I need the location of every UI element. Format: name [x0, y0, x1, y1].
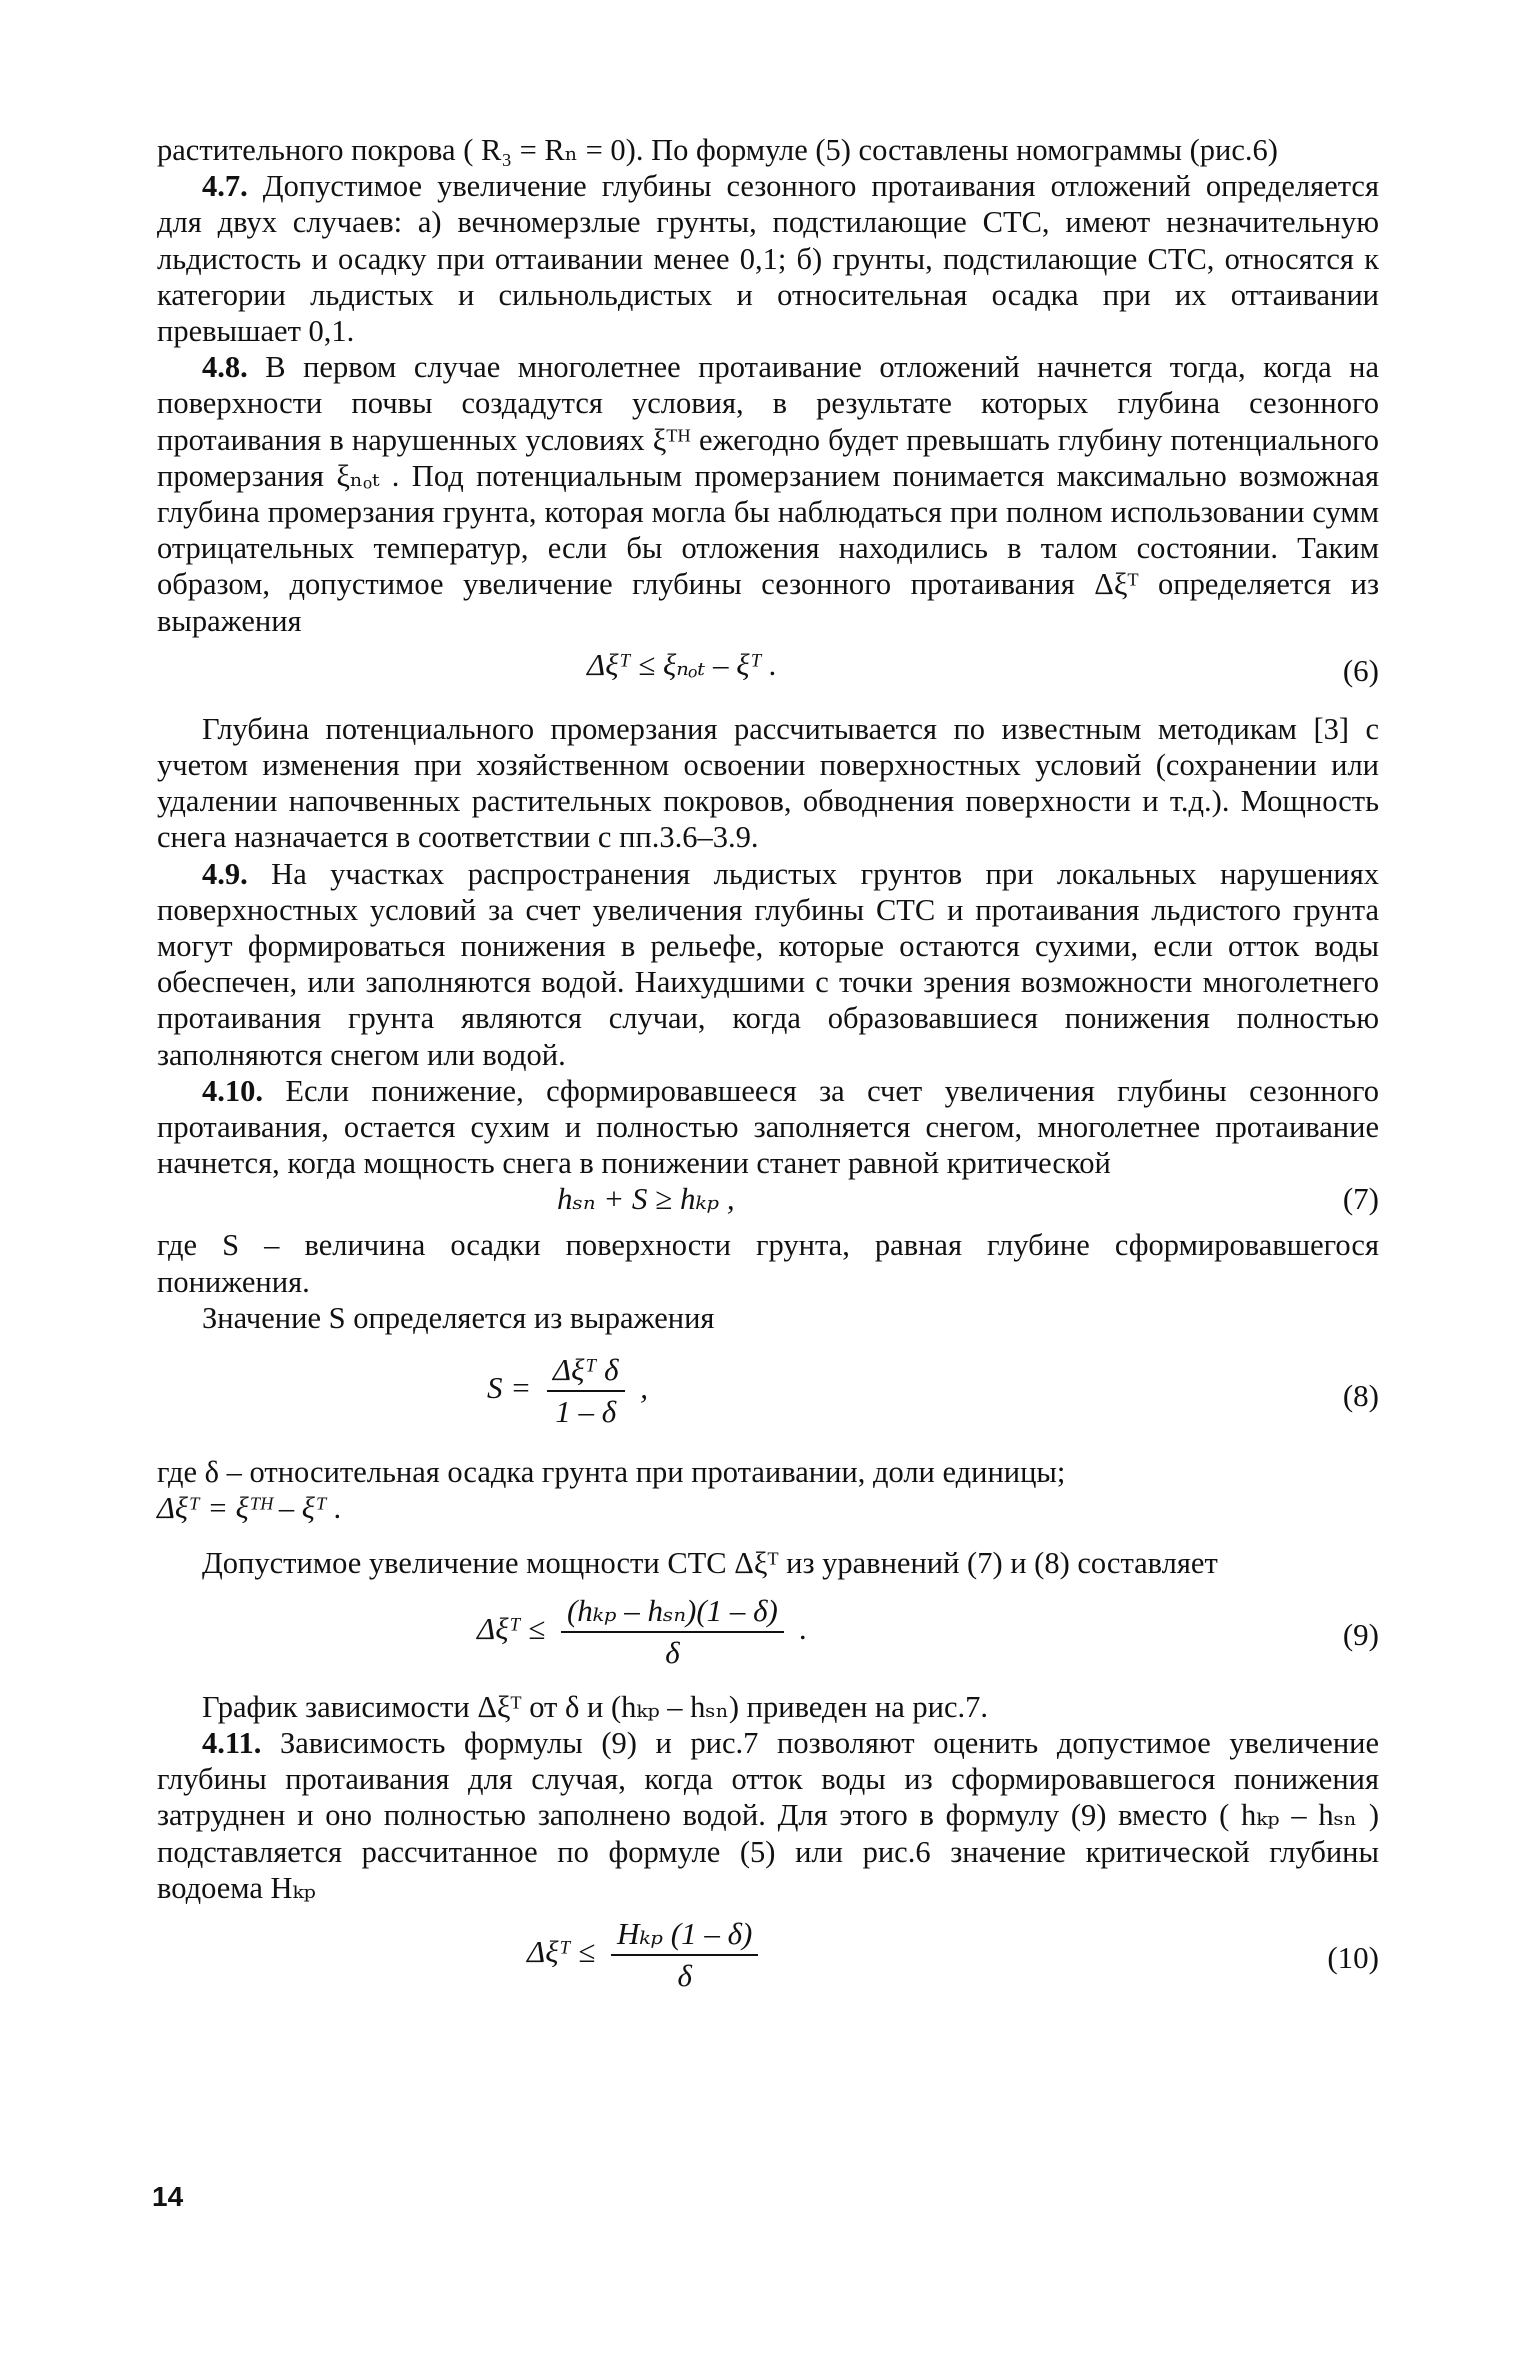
equation-10: [157, 1906, 1379, 2016]
paragraph-4-9: [157, 856, 1379, 1073]
paragraph-4-8-text: В первом случае многолетнее протаивание отложений начнется тогда, когда на поверхности почвы создадутся условия, в результате которых глубина сезонного протаивания в нарушенных условиях ξᵀᴴ ежегодно будет превышать глубину потенциального промерзания ξₙₒₜ . Под потенциальным промерзанием понимается максимально возможная глубина промерзания грунта, которая могла бы наблюдаться при полном использовании сумм отрицательных температур, если бы отложения находились в талом состоянии. Таким образом, допустимое увеличение глубины сезонного протаивания Δξᵀ определяется из выражения: [157, 350, 1380, 638]
equation-10-numerator: Hₖₚ (1 – δ): [611, 1916, 758, 1956]
paragraph-where-delta: где δ – относительная осадка грунта при протаивании, доли единицы;: [157, 1455, 1066, 1490]
paragraph-4-9-text: На участках распространения льдистых грунтов при локальных нарушениях поверхностных условий за счет увеличения глубины СТС и протаивания льдистого грунта могут формироваться понижения в рельефе, которые остаются сухими, если отток воды обеспечен, или заполняются водой. Наихудшими с точки зрения возможности многолетнего протаивания грунта являются случаи, когда образовавшиеся понижения полностью заполняются снегом или водой.: [157, 856, 1379, 1072]
paragraph-4-7: [157, 168, 1379, 349]
equation-7-expression: hₛₙ + S ≥ hₖₚ ,: [557, 1181, 735, 1217]
equation-8-lhs: S =: [487, 1370, 532, 1406]
equation-9-numerator: (hₖₚ – hₛₙ)(1 – δ): [561, 1593, 784, 1633]
equation-8-fraction: [547, 1352, 625, 1430]
equation-6-number: (6): [1342, 652, 1379, 688]
equation-10-fraction: [611, 1916, 758, 1994]
equation-9-fraction: [561, 1593, 784, 1671]
equation-9-number: (9): [1342, 1616, 1379, 1652]
equation-8-tail: ,: [640, 1370, 649, 1406]
paragraph-4-11: [157, 1725, 1379, 1906]
paragraph-delta-definition: Δξᵀ = ξᵀᴴ – ξᵀ .: [157, 1491, 342, 1526]
equation-9-tail: .: [799, 1610, 808, 1646]
equation-8-numerator: Δξᵀ δ: [547, 1352, 625, 1392]
paragraph-allowable-increase: Допустимое увеличение мощности СТС Δξᵀ из уравнений (7) и (8) составляет: [202, 1545, 1218, 1580]
section-number-4-9: 4.9.: [202, 856, 248, 891]
paragraph-4-10-text: Если понижение, сформировавшееся за счет увеличения глубины сезонного протаивания, остается сухим и полностью заполняется снегом, многолетнее протаивание начнется, когда мощность снега в понижении станет равной критической: [157, 1073, 1380, 1181]
equation-10-denominator: δ: [677, 1957, 692, 1993]
equation-7: [157, 1181, 1379, 1227]
equation-10-number: (10): [1327, 1939, 1379, 1975]
paragraph-4-10: [157, 1073, 1379, 1182]
paragraph-potential-freezing: Глубина потенциального промерзания рассчитывается по известным методикам [3] с учетом изменения при хозяйственном освоении поверхностных условий (сохранении или удалении напочвенных растительных покровов, обводнения поверхности и т.д.). Мощность снега назначается в соответствии с пп.3.6–3.9.: [157, 711, 1379, 855]
paragraph-where-s: где S – величина осадки поверхности грунта, равная глубине сформировавшегося понижения.: [157, 1228, 1379, 1299]
section-number-4-7: 4.7.: [202, 169, 248, 204]
equation-8-denominator: 1 – δ: [555, 1394, 617, 1430]
section-number-4-10: 4.10.: [202, 1073, 263, 1108]
paragraph-4-8: [157, 349, 1379, 639]
equation-6: [157, 639, 1379, 711]
equation-7-number: (7): [1342, 1181, 1379, 1217]
equation-8: [157, 1336, 1379, 1454]
paragraph-4-11-text: Зависимость формулы (9) и рис.7 позволяют оценить допустимое увеличение глубины протаивания для случая, когда отток воды из сформировавшегося понижения затруднен и оно полностью заполнено водой. Для этого в формулу (9) вместо ( hₖₚ – hₛₙ ) подставляется рассчитанное по формуле (5) или рис.6 значение критической глубины водоема Hₖₚ: [157, 1725, 1380, 1905]
equation-9-lhs: Δξᵀ ≤: [477, 1610, 546, 1646]
page-number: 14: [152, 2181, 184, 2212]
equation-9-denominator: δ: [665, 1634, 680, 1670]
equation-10-lhs: Δξᵀ ≤: [527, 1934, 596, 1970]
paragraph-intro: растительного покрова ( R₃ = Rₙ = 0). По формуле (5) составлены номограммы (рис.6): [157, 133, 1278, 167]
equation-8-number: (8): [1342, 1378, 1379, 1414]
paragraph-4-7-text: Допустимое увеличение глубины сезонного протаивания отложений определяется для двух случаев: а) вечномерзлые грунты, подстилающие СТС, имеют незначительную льдистость и осадку при оттаивании менее 0,1; б) грунты, подстилающие СТС, относятся к категории льдистых и сильнольдистых и относительная осадка при их оттаивании превышает 0,1.: [157, 169, 1380, 349]
equation-6-expression: Δξᵀ ≤ ξₙₒₜ – ξᵀ .: [587, 646, 778, 682]
document-body: [157, 132, 1379, 2016]
section-number-4-11: 4.11.: [202, 1725, 262, 1760]
paragraph-s-value: Значение S определяется из выражения: [202, 1300, 715, 1335]
paragraph-graph: График зависимости Δξᵀ от δ и (hₖₚ – hₛₙ) приведен на рис.7.: [202, 1689, 989, 1724]
equation-9: [157, 1581, 1379, 1689]
section-number-4-8: 4.8.: [202, 350, 248, 385]
